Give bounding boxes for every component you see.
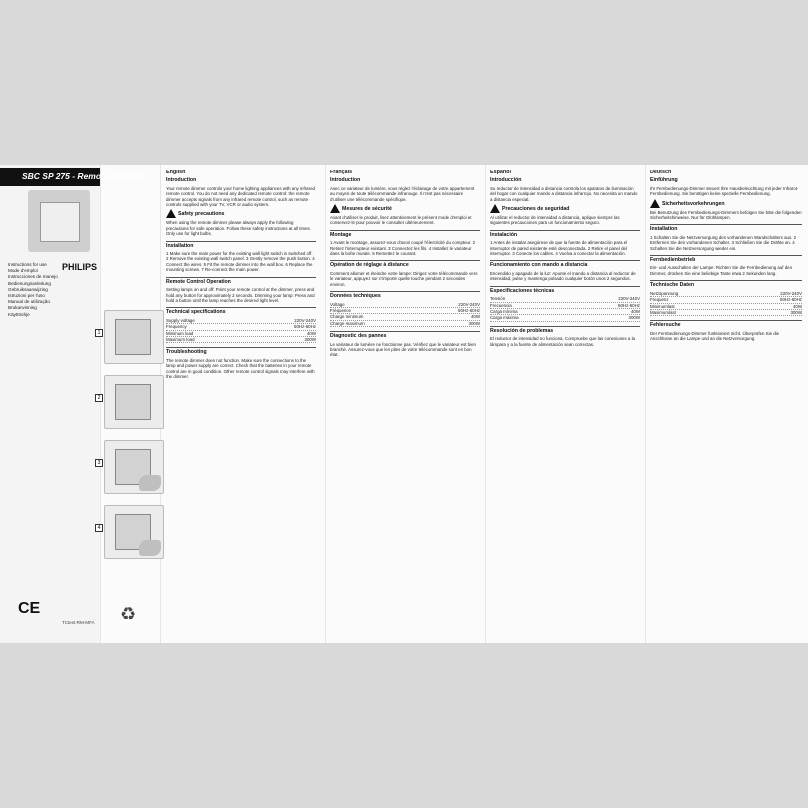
column-german — [650, 170, 802, 344]
section-heading: Precauciones de seguridad — [490, 204, 640, 213]
column-language: English — [166, 170, 186, 175]
section-text: Encendido y apagado de la luz: Apunte el mando a distancia al reductor de intensidad, pulse y mantenga pulsado cualquier botón unos 2 segundos. — [490, 270, 636, 282]
figure-3: 3 — [104, 440, 164, 494]
warning-icon — [166, 209, 176, 218]
brand-logo: PHILIPS — [62, 262, 98, 272]
cover-title-bar — [0, 168, 143, 186]
fold-line — [485, 165, 486, 643]
language-list — [8, 262, 58, 318]
spec-table: Voltage 220V-240V Fréquence 50Hz-60Hz Charge minimum 40W Charge maximum 300W — [330, 301, 480, 326]
column-english — [166, 170, 316, 381]
section-text: Avec ce variateur de lumière, vous réglez l'éclairage de votre appartement au moyen de toute télécommande infrarouge. Il n'est pas nécessaire d'utiliser une télécommande spécifique. — [330, 185, 475, 202]
section-heading: Fehlersuche — [650, 322, 681, 329]
section-heading: Instalación — [490, 231, 518, 238]
language-item: Käyttöohje — [8, 311, 30, 317]
recycle-icon: ♻ — [120, 604, 137, 624]
section-heading: Funcionamiento con mando a distancia — [490, 262, 588, 269]
spec-table: Tensión 220V-240V Frecuencia 50Hz-60Hz Carga mínima 40W Carga máxima 300W — [490, 296, 640, 321]
section-heading: Einführung — [650, 177, 678, 184]
section-text: 1 Antes de instalar asegúrese de que la fuente de alimentación para el interruptor de pared existente esté desconectada. 2 Retire el panel del interruptor. 3 Conecte los cables. 4 Vuelva a conectar la alimentación. — [490, 240, 628, 257]
cover-title: SBC SP 275 - Remote Dimmer — [22, 171, 143, 181]
section-heading: Données techniques — [330, 293, 381, 300]
section-text: When using the remote dimmer please always apply the following precautions for safe operation. Follow these safety instructions at all times. Only use for light bulbs. — [166, 220, 311, 237]
section-text: 1 Avant le montage, assurez-vous d'avoir coupé l'électricité du compteur. 2 Retirez l'interrupteur existant. 3 Connectez les fils. 4 Installez le variateur dans la boîte murale. 5 Remettez le courant. — [330, 240, 476, 257]
section-heading: Diagnostic des pannes — [330, 333, 387, 340]
section-text: Ein- und Ausschalten der Lampe: Richten Sie die Fernbedienung auf den Dimmer, drücken Sie eine beliebige Taste etwa 2 Sekunden lang. — [650, 265, 793, 276]
section-heading: Safety precautions — [166, 209, 316, 218]
section-text: Su reductor de intensidad a distancia controla los aparatos de iluminación del hogar con cualquier mando a distancia infrarrojo. No necesita un mando a distancia especial. — [490, 185, 638, 202]
language-item: Manual de utilização — [8, 299, 50, 305]
section-text: Comment allumer et éteindre votre lampe: Dirigez votre télécommande vers le variateur, appuyez sur n'importe quelle touche pendant 2 secondes environ. — [330, 270, 478, 287]
document-code: TCtest-RM-MFA — [62, 620, 95, 625]
warning-icon — [330, 204, 340, 213]
column-language: Español — [490, 170, 511, 175]
section-heading: Installation — [650, 226, 678, 233]
section-text: Al utilizar el reductor de intensidad a distancia, aplique siempre las siguientes precauciones para un funcionamiento seguro. — [490, 215, 620, 226]
section-text: The remote dimmer does not function. Make sure the connections to the lamp and power supply are correct. Check that the batteries in your remote control are in good condition. Other remote control signals may interfere with the dimmer. — [166, 357, 315, 379]
spec-table: Supply voltage 220V-240V Frequency 50Hz-60Hz Minimum load 40W Maximum load 300W — [166, 317, 316, 342]
section-text: Bei Benutzung des Fernbedienungs-Dimmers befolgen Sie bitte die folgenden Sicherheitshinweise. Nur für Glühlampen. — [650, 209, 802, 221]
section-text: Your remote dimmer controls your home lighting appliances with any infrared remote control. You do not need any dedicated remote control: the remote dimmer accepts signals from any infrared remote control, such as remote controls supplied with your TV, VCR or audio system. — [166, 185, 315, 208]
section-text: Le variateur de lumière ne fonctionne pas. Vérifiez que le variateur est bien branché. Assurez-vous que les piles de votre télécommande sont en bon état. — [330, 341, 476, 358]
fold-line — [325, 165, 326, 643]
section-heading: Mesures de sécurité — [330, 204, 480, 213]
figure-4: 4 — [104, 505, 164, 559]
section-heading: Introduction — [166, 177, 197, 184]
fold-line — [645, 165, 646, 643]
language-item: Gebruiksaanwijzing — [8, 286, 48, 292]
section-text: 1 Schalten Sie die Netzversorgung des vorhandenen Wandschalters aus. 2 Entfernen Sie den vorhandenen Schalter. 3 Schließen Sie die Drähte an. 4 Schalten Sie die Netzversorgung wieder ein. — [650, 234, 797, 251]
section-heading: Fernbedienbetrieb — [650, 257, 696, 264]
section-text: Avant d'utiliser le produit, lisez attentivement le présent mode d'emploi et conservez-le pour pouvoir le consulter ultérieurement. — [330, 215, 472, 226]
warning-icon — [650, 199, 660, 208]
language-item: Brukanvisning — [8, 305, 37, 311]
language-item: Instrucciones de manejo — [8, 274, 58, 280]
spec-table: Netzspannung 220V-240V Frequenz 50Hz-60Hz Minimumlast 40W Maximumlast 300W — [650, 290, 802, 315]
section-heading: Troubleshooting — [166, 349, 207, 356]
section-text: El reductor de intensidad no funciona. Compruebe que las conexiones a la lámpara y a la fuente de alimentación sean correctas. — [490, 336, 635, 347]
column-language: Français — [330, 170, 353, 175]
figure-1: 1 — [104, 310, 164, 364]
ce-mark: CE — [18, 600, 41, 617]
figure-2: 2 — [104, 375, 164, 429]
section-heading: Sicherheitsvorkehrungen — [650, 199, 802, 208]
section-heading: Especificaciones técnicas — [490, 287, 555, 294]
section-text: Ihr Fernbedienungs-Dimmer steuert Ihre Hausbeleuchtung mit jeder Infrarot-Fernbedienung. Sie benötigen keine spezielle Fernbedienung. — [650, 185, 799, 197]
section-heading: Opération de réglage à distance — [330, 262, 409, 269]
section-text: Der Fernbedienungs-Dimmer funktioniert nicht. Überprüfen Sie die Anschlüsse an die Lampe und an die Netzversorgung. — [650, 330, 780, 342]
section-heading: Resolución de problemas — [490, 327, 554, 334]
section-heading: Remote Control Operation — [166, 278, 231, 285]
section-heading: Montage — [330, 231, 352, 238]
column-spanish — [490, 170, 640, 349]
column-language: Deutsch — [650, 170, 672, 175]
language-item: Istruzioni per l'uso — [8, 293, 45, 299]
section-text: Setting lamps on and off: Point your remote control at the dimmer, press and hold any button for approximately 2 seconds. Dimming your lamp: Press and hold a button until the lamp reaches the desired light level. — [166, 287, 315, 303]
section-heading: Introduction — [330, 177, 361, 184]
section-heading: Installation — [166, 242, 194, 249]
fold-line — [100, 165, 101, 643]
language-item: Bedienungsanleitung — [8, 280, 51, 286]
language-item: Mode d'emploi — [8, 268, 38, 274]
section-heading: Technical specifications — [166, 309, 226, 316]
section-heading: Technische Daten — [650, 282, 695, 289]
section-heading: Introducción — [490, 177, 522, 184]
warning-icon — [490, 204, 500, 213]
column-french — [330, 170, 480, 360]
language-item: Instructions for use — [8, 262, 47, 267]
product-photo — [28, 190, 90, 252]
section-text: 1 Make sure the main power for the existing wall light switch is switched off. 2 Remove the existing wall switch panel. 3 Gently remove the push button. 4 Connect the wires. 5 Fit the remote dimmer into the wall box. 6 Replace the mounting screws. 7 Re-connect the main power. — [166, 251, 315, 273]
